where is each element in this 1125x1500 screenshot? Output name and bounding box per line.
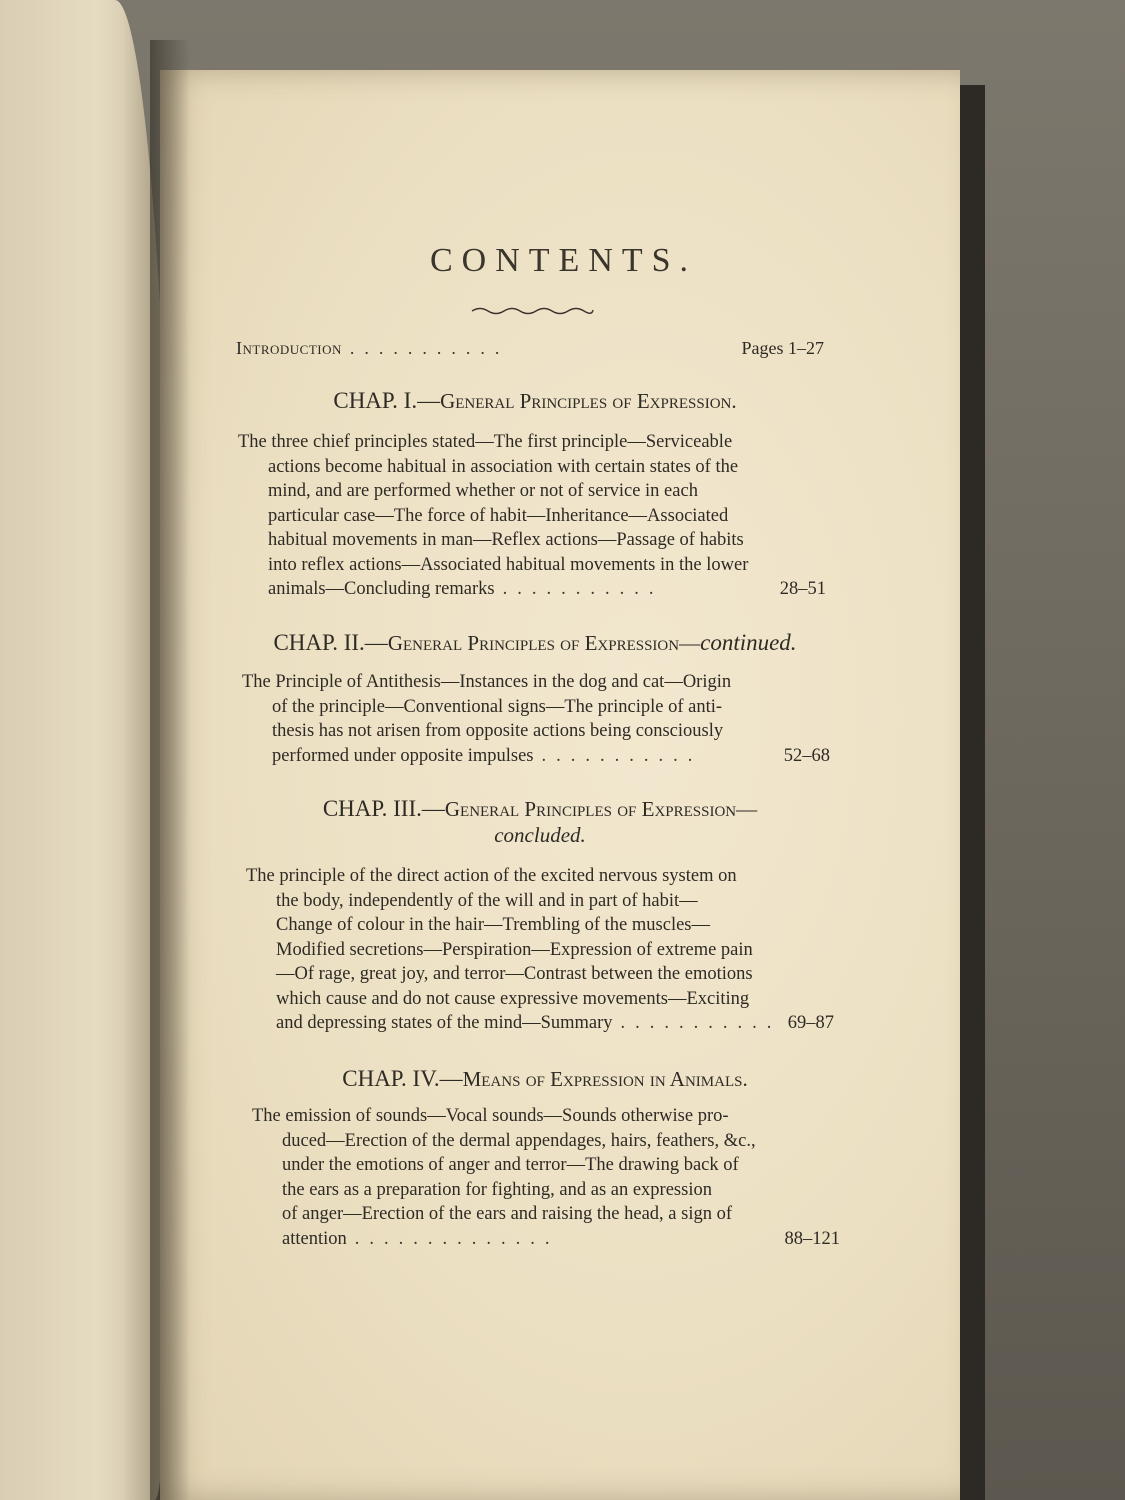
dot-leader: ...........: [349, 338, 510, 358]
dot-leader: ..............: [354, 1228, 560, 1249]
introduction-pages: Pages 1–27: [741, 338, 824, 358]
chapter-1-number: CHAP. I.—: [333, 388, 441, 413]
summary-last-line: [242, 744, 830, 769]
summary-line: animals—Concluding remarks: [268, 579, 495, 599]
book-cover-edge: [960, 85, 985, 1500]
chapter-4-heading: [255, 1066, 835, 1092]
dot-leader: ...........: [541, 745, 703, 766]
summary-line: The emission of sounds—Vocal sounds—Sounds otherwise pro-: [252, 1106, 729, 1126]
summary-line: performed under opposite impulses: [272, 745, 534, 766]
left-page-shadow: [0, 0, 175, 1500]
summary-line: The three chief principles stated—The first principle—Serviceable: [238, 432, 733, 452]
chapter-2-pages: 52–68: [783, 745, 830, 766]
chapter-3-heading: [250, 796, 830, 848]
summary-line: Change of colour in the hair—Trembling of the muscles—: [276, 915, 710, 935]
summary-last-line: [238, 577, 826, 602]
summary-last-line: [246, 1011, 834, 1036]
summary-line: which cause and do not cause expressive movements—Exciting: [276, 988, 750, 1009]
summary-line: attention: [282, 1228, 347, 1249]
chapter-4-summary: [252, 1104, 840, 1251]
chapter-3-summary: [246, 864, 834, 1036]
chapter-1-pages: 28–51: [779, 579, 826, 599]
summary-last-line: [252, 1227, 840, 1252]
dot-leader: ...........: [502, 579, 664, 599]
chapter-3-number: CHAP. III.—: [322, 796, 445, 821]
summary-line: The principle of the direct action of the excited nervous system on: [246, 866, 737, 886]
chapter-2-summary: [242, 670, 830, 768]
summary-line: Modified secretions—Perspiration—Expression of extreme pain: [276, 939, 753, 960]
chapter-1-subtitle: General Principles of Expression.: [440, 389, 737, 413]
page-title: CONTENTS.: [430, 242, 698, 279]
chapter-4-pages: 88–121: [784, 1228, 840, 1249]
chapter-3-subtitle: General Principles of Expression—: [444, 797, 758, 821]
summary-line: thesis has not arisen from opposite actions being consciously: [272, 721, 724, 741]
introduction-label: Introduction: [236, 338, 342, 358]
summary-line: habitual movements in man—Reflex actions—Passage of habits: [268, 530, 744, 550]
summary-line: and depressing states of the mind—Summary: [276, 1013, 613, 1033]
summary-line: —Of rage, great joy, and terror—Contrast between the emotions: [276, 964, 753, 984]
summary-line: the ears as a preparation for fighting, and as an expression: [282, 1179, 712, 1200]
chapter-4-subtitle: Means of Expression in Animals.: [462, 1067, 748, 1091]
summary-line: of anger—Erection of the ears and raising the head, a sign of: [282, 1204, 732, 1224]
chapter-3-subtitle-extra: concluded.: [494, 823, 586, 847]
summary-line: into reflex actions—Associated habitual movements in the lower: [268, 554, 749, 575]
chapter-1-summary: [238, 430, 826, 602]
chapter-3-pages: 69–87: [787, 1013, 834, 1033]
chapter-2-number: CHAP. II.—: [273, 630, 388, 655]
summary-line: particular case—The force of habit—Inheritance—Associated: [268, 505, 729, 526]
contents-page: [160, 70, 960, 1500]
title-flourish-ornament: [470, 304, 595, 316]
chapter-2-heading: [240, 630, 830, 656]
book-gutter: [150, 40, 190, 1500]
summary-line: the body, independently of the will and in part of habit—: [276, 890, 698, 911]
dot-leader: ...........: [620, 1013, 782, 1033]
chapter-2-subtitle: General Principles of Expression—: [387, 631, 701, 655]
chapter-2-subtitle-extra: continued.: [700, 630, 797, 655]
introduction-entry: [236, 338, 824, 359]
summary-line: The Principle of Antithesis—Instances in the dog and cat—Origin: [242, 672, 732, 692]
chapter-1-heading: [240, 388, 830, 414]
chapter-4-number: CHAP. IV.—: [342, 1066, 463, 1091]
summary-line: mind, and are performed whether or not of service in each: [268, 481, 698, 501]
summary-line: of the principle—Conventional signs—The principle of anti-: [272, 696, 723, 717]
summary-line: under the emotions of anger and terror—The drawing back of: [282, 1155, 739, 1175]
summary-line: duced—Erection of the dermal appendages, hairs, feathers, &c.,: [282, 1130, 756, 1151]
summary-line: actions become habitual in association with certain states of the: [268, 456, 739, 477]
